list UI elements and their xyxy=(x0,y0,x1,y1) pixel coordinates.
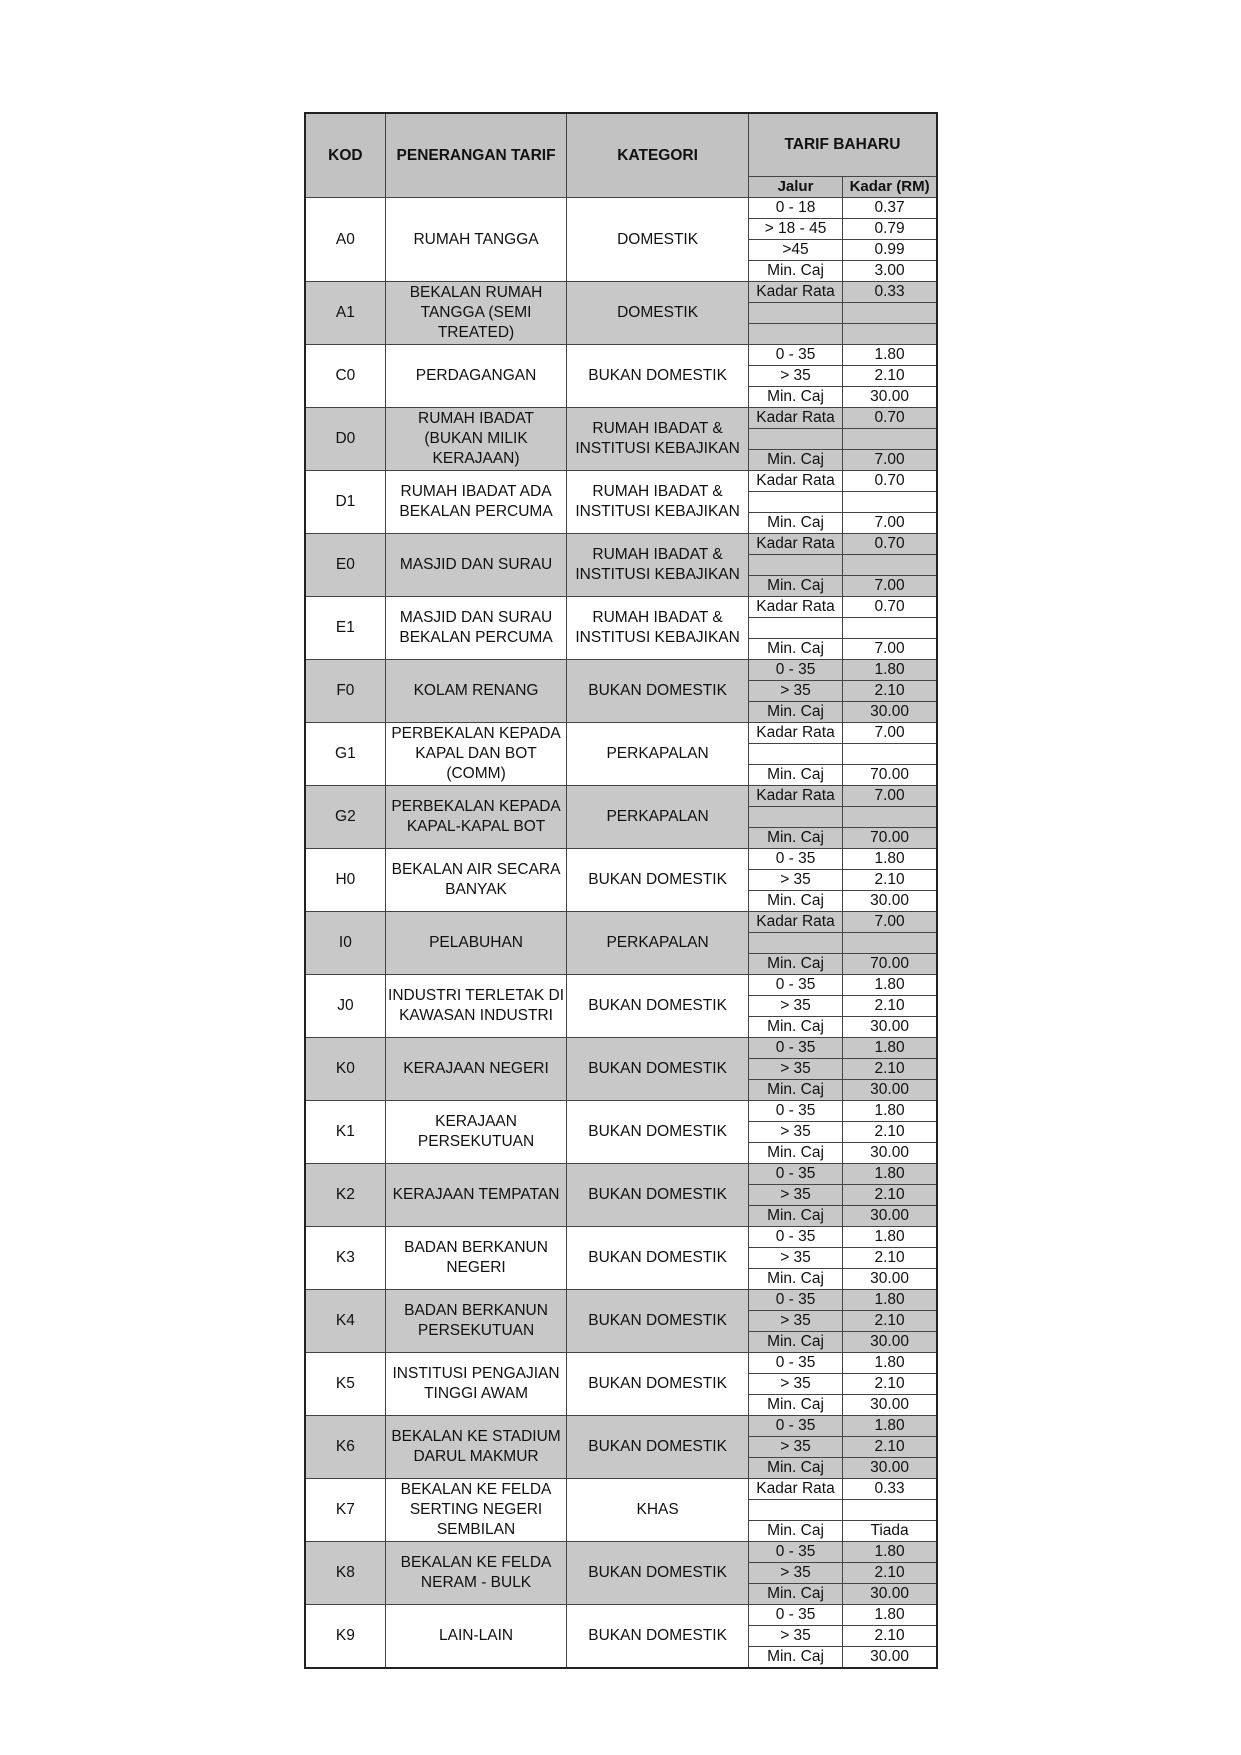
kadar-cell: 7.00 xyxy=(843,639,937,660)
kod-cell: E0 xyxy=(305,534,385,597)
penerangan-cell: INDUSTRI TERLETAK DI KAWASAN INDUSTRI xyxy=(385,975,567,1038)
kategori-cell: BUKAN DOMESTIK xyxy=(567,660,749,723)
table-row xyxy=(305,1038,937,1059)
jalur-cell: 0 - 35 xyxy=(748,345,842,366)
table-row xyxy=(305,534,937,555)
jalur-cell: Kadar Rata xyxy=(748,912,842,933)
kadar-cell: 30.00 xyxy=(843,1332,937,1353)
table-row xyxy=(305,408,937,429)
jalur-cell: 0 - 35 xyxy=(748,660,842,681)
kadar-cell: 1.80 xyxy=(843,1101,937,1122)
jalur-cell: Min. Caj xyxy=(748,702,842,723)
kadar-cell xyxy=(843,492,937,513)
jalur-cell: Min. Caj xyxy=(748,639,842,660)
kadar-cell xyxy=(843,555,937,576)
kadar-cell: 2.10 xyxy=(843,1437,937,1458)
jalur-cell: 0 - 35 xyxy=(748,1101,842,1122)
jalur-cell: Kadar Rata xyxy=(748,282,842,303)
penerangan-cell: BEKALAN KE FELDA NERAM - BULK xyxy=(385,1542,567,1605)
jalur-cell: Kadar Rata xyxy=(748,534,842,555)
kadar-cell: 30.00 xyxy=(843,1143,937,1164)
kadar-cell: 1.80 xyxy=(843,1164,937,1185)
penerangan-cell: RUMAH TANGGA xyxy=(385,198,567,282)
table-row xyxy=(305,1479,937,1500)
kod-cell: K9 xyxy=(305,1605,385,1669)
kadar-cell: 30.00 xyxy=(843,1017,937,1038)
kadar-cell: 1.80 xyxy=(843,1353,937,1374)
tariff-group xyxy=(305,1479,937,1542)
kadar-cell: 2.10 xyxy=(843,870,937,891)
jalur-cell: 0 - 35 xyxy=(748,1605,842,1626)
kadar-cell: 30.00 xyxy=(843,1080,937,1101)
jalur-cell: Min. Caj xyxy=(748,1647,842,1669)
jalur-cell: > 18 - 45 xyxy=(748,219,842,240)
kadar-cell: 30.00 xyxy=(843,1584,937,1605)
jalur-cell: > 35 xyxy=(748,1311,842,1332)
tariff-group xyxy=(305,1038,937,1101)
kod-cell: K6 xyxy=(305,1416,385,1479)
kadar-cell: 0.70 xyxy=(843,534,937,555)
kadar-cell: 70.00 xyxy=(843,765,937,786)
jalur-cell xyxy=(748,429,842,450)
table-row xyxy=(305,1164,937,1185)
jalur-cell xyxy=(748,744,842,765)
kategori-cell: BUKAN DOMESTIK xyxy=(567,1353,749,1416)
tariff-group xyxy=(305,1101,937,1164)
kod-cell: K1 xyxy=(305,1101,385,1164)
table-row xyxy=(305,282,937,303)
jalur-cell: 0 - 35 xyxy=(748,1416,842,1437)
tariff-table xyxy=(304,112,938,1669)
table-row xyxy=(305,198,937,219)
kategori-cell: PERKAPALAN xyxy=(567,912,749,975)
penerangan-cell: KERAJAAN TEMPATAN xyxy=(385,1164,567,1227)
jalur-cell: Kadar Rata xyxy=(748,786,842,807)
kategori-cell: KHAS xyxy=(567,1479,749,1542)
kadar-cell: 7.00 xyxy=(843,576,937,597)
kategori-cell: BUKAN DOMESTIK xyxy=(567,1416,749,1479)
tariff-group xyxy=(305,597,937,660)
kadar-cell: 2.10 xyxy=(843,1374,937,1395)
kadar-cell: 7.00 xyxy=(843,513,937,534)
tariff-group xyxy=(305,786,937,849)
penerangan-cell: PELABUHAN xyxy=(385,912,567,975)
jalur-cell: Min. Caj xyxy=(748,450,842,471)
jalur-cell: 0 - 35 xyxy=(748,975,842,996)
jalur-cell: 0 - 35 xyxy=(748,1038,842,1059)
jalur-cell: Min. Caj xyxy=(748,261,842,282)
jalur-cell: Min. Caj xyxy=(748,1017,842,1038)
jalur-cell: Min. Caj xyxy=(748,1332,842,1353)
penerangan-cell: LAIN-LAIN xyxy=(385,1605,567,1669)
kadar-cell: 30.00 xyxy=(843,1647,937,1669)
kadar-cell: 2.10 xyxy=(843,1059,937,1080)
jalur-cell: > 35 xyxy=(748,1122,842,1143)
jalur-cell: Min. Caj xyxy=(748,1584,842,1605)
header-kadar: Kadar (RM) xyxy=(843,177,937,198)
kategori-cell: RUMAH IBADAT & INSTITUSI KEBAJIKAN xyxy=(567,408,749,471)
kadar-cell: 2.10 xyxy=(843,1311,937,1332)
jalur-cell: 0 - 35 xyxy=(748,1164,842,1185)
jalur-cell: 0 - 35 xyxy=(748,1542,842,1563)
penerangan-cell: PERDAGANGAN xyxy=(385,345,567,408)
kadar-cell: 0.70 xyxy=(843,471,937,492)
kategori-cell: BUKAN DOMESTIK xyxy=(567,1605,749,1669)
kod-cell: K8 xyxy=(305,1542,385,1605)
header-penerangan-tarif: PENERANGAN TARIF xyxy=(385,113,567,198)
kadar-cell: 2.10 xyxy=(843,1626,937,1647)
kadar-cell: 1.80 xyxy=(843,1416,937,1437)
jalur-cell: 0 - 35 xyxy=(748,1290,842,1311)
jalur-cell xyxy=(748,492,842,513)
tariff-group xyxy=(305,849,937,912)
penerangan-cell: BEKALAN RUMAH TANGGA (SEMI TREATED) xyxy=(385,282,567,345)
jalur-cell xyxy=(748,933,842,954)
kod-cell: D0 xyxy=(305,408,385,471)
table-header xyxy=(305,113,937,198)
jalur-cell: > 35 xyxy=(748,1185,842,1206)
kod-cell: F0 xyxy=(305,660,385,723)
kategori-cell: PERKAPALAN xyxy=(567,723,749,786)
penerangan-cell: KERAJAAN PERSEKUTUAN xyxy=(385,1101,567,1164)
tariff-group xyxy=(305,534,937,597)
kadar-cell: 70.00 xyxy=(843,954,937,975)
kadar-cell xyxy=(843,933,937,954)
table-row xyxy=(305,1101,937,1122)
kadar-cell: 0.99 xyxy=(843,240,937,261)
jalur-cell: >45 xyxy=(748,240,842,261)
jalur-cell: Min. Caj xyxy=(748,576,842,597)
kadar-cell: 2.10 xyxy=(843,1185,937,1206)
kod-cell: E1 xyxy=(305,597,385,660)
kategori-cell: RUMAH IBADAT & INSTITUSI KEBAJIKAN xyxy=(567,597,749,660)
kadar-cell: 7.00 xyxy=(843,786,937,807)
kategori-cell: BUKAN DOMESTIK xyxy=(567,1038,749,1101)
kod-cell: A1 xyxy=(305,282,385,345)
kod-cell: K3 xyxy=(305,1227,385,1290)
kod-cell: K5 xyxy=(305,1353,385,1416)
kadar-cell: 7.00 xyxy=(843,912,937,933)
header-kod: KOD xyxy=(305,113,385,198)
table-row xyxy=(305,1227,937,1248)
table-row xyxy=(305,975,937,996)
jalur-cell: Min. Caj xyxy=(748,954,842,975)
table-row xyxy=(305,471,937,492)
tariff-group xyxy=(305,1416,937,1479)
tariff-group xyxy=(305,471,937,534)
kadar-cell: 7.00 xyxy=(843,723,937,744)
penerangan-cell: RUMAH IBADAT (BUKAN MILIK KERAJAAN) xyxy=(385,408,567,471)
kadar-cell xyxy=(843,429,937,450)
table-row xyxy=(305,786,937,807)
kadar-cell: 1.80 xyxy=(843,1542,937,1563)
jalur-cell: > 35 xyxy=(748,1626,842,1647)
kategori-cell: BUKAN DOMESTIK xyxy=(567,1101,749,1164)
tariff-group xyxy=(305,660,937,723)
kategori-cell: RUMAH IBADAT & INSTITUSI KEBAJIKAN xyxy=(567,471,749,534)
tariff-group xyxy=(305,408,937,471)
kadar-cell: 30.00 xyxy=(843,1458,937,1479)
jalur-cell: > 35 xyxy=(748,1563,842,1584)
kategori-cell: BUKAN DOMESTIK xyxy=(567,345,749,408)
penerangan-cell: BEKALAN AIR SECARA BANYAK xyxy=(385,849,567,912)
kod-cell: D1 xyxy=(305,471,385,534)
table-row xyxy=(305,849,937,870)
kod-cell: G2 xyxy=(305,786,385,849)
kategori-cell: BUKAN DOMESTIK xyxy=(567,975,749,1038)
jalur-cell: Min. Caj xyxy=(748,765,842,786)
table-row xyxy=(305,1353,937,1374)
kategori-cell: BUKAN DOMESTIK xyxy=(567,1290,749,1353)
kadar-cell: 0.79 xyxy=(843,219,937,240)
penerangan-cell: RUMAH IBADAT ADA BEKALAN PERCUMA xyxy=(385,471,567,534)
jalur-cell: Min. Caj xyxy=(748,1206,842,1227)
jalur-cell: > 35 xyxy=(748,996,842,1017)
jalur-cell xyxy=(748,555,842,576)
jalur-cell: Min. Caj xyxy=(748,891,842,912)
kategori-cell: BUKAN DOMESTIK xyxy=(567,849,749,912)
kadar-cell: 1.80 xyxy=(843,975,937,996)
penerangan-cell: BEKALAN KE STADIUM DARUL MAKMUR xyxy=(385,1416,567,1479)
kadar-cell: 3.00 xyxy=(843,261,937,282)
kod-cell: K2 xyxy=(305,1164,385,1227)
jalur-cell: Min. Caj xyxy=(748,1080,842,1101)
penerangan-cell: KERAJAAN NEGERI xyxy=(385,1038,567,1101)
kadar-cell: Tiada xyxy=(843,1521,937,1542)
jalur-cell xyxy=(748,324,842,345)
table-row xyxy=(305,597,937,618)
kod-cell: I0 xyxy=(305,912,385,975)
kadar-cell xyxy=(843,618,937,639)
kod-cell: K0 xyxy=(305,1038,385,1101)
tariff-group xyxy=(305,282,937,345)
kod-cell: K7 xyxy=(305,1479,385,1542)
kadar-cell xyxy=(843,1500,937,1521)
tariff-group xyxy=(305,345,937,408)
kod-cell: H0 xyxy=(305,849,385,912)
table-row xyxy=(305,345,937,366)
table-row xyxy=(305,1605,937,1626)
tariff-group xyxy=(305,912,937,975)
jalur-cell xyxy=(748,618,842,639)
penerangan-cell: PERBEKALAN KEPADA KAPAL-KAPAL BOT xyxy=(385,786,567,849)
kod-cell: C0 xyxy=(305,345,385,408)
tariff-group xyxy=(305,1542,937,1605)
jalur-cell: 0 - 35 xyxy=(748,1227,842,1248)
kadar-cell: 30.00 xyxy=(843,702,937,723)
jalur-cell: Min. Caj xyxy=(748,1143,842,1164)
table-row xyxy=(305,912,937,933)
kadar-cell: 1.80 xyxy=(843,1038,937,1059)
penerangan-cell: BEKALAN KE FELDA SERTING NEGERI SEMBILAN xyxy=(385,1479,567,1542)
jalur-cell: > 35 xyxy=(748,681,842,702)
kadar-cell: 1.80 xyxy=(843,660,937,681)
tariff-group xyxy=(305,1227,937,1290)
header-jalur: Jalur xyxy=(748,177,842,198)
penerangan-cell: BADAN BERKANUN PERSEKUTUAN xyxy=(385,1290,567,1353)
kadar-cell: 2.10 xyxy=(843,366,937,387)
kadar-cell: 1.80 xyxy=(843,1605,937,1626)
jalur-cell: > 35 xyxy=(748,1437,842,1458)
kadar-cell: 70.00 xyxy=(843,828,937,849)
jalur-cell: 0 - 35 xyxy=(748,849,842,870)
jalur-cell: Min. Caj xyxy=(748,828,842,849)
kadar-cell: 1.80 xyxy=(843,1290,937,1311)
kadar-cell xyxy=(843,807,937,828)
kadar-cell xyxy=(843,744,937,765)
kadar-cell: 2.10 xyxy=(843,681,937,702)
kadar-cell: 2.10 xyxy=(843,1248,937,1269)
jalur-cell: Kadar Rata xyxy=(748,471,842,492)
jalur-cell: > 35 xyxy=(748,366,842,387)
tariff-group xyxy=(305,1290,937,1353)
jalur-cell: Kadar Rata xyxy=(748,723,842,744)
table-row xyxy=(305,723,937,744)
kadar-cell: 30.00 xyxy=(843,387,937,408)
kategori-cell: DOMESTIK xyxy=(567,198,749,282)
kadar-cell: 0.37 xyxy=(843,198,937,219)
kadar-cell: 30.00 xyxy=(843,1395,937,1416)
jalur-cell: Min. Caj xyxy=(748,1458,842,1479)
jalur-cell: Min. Caj xyxy=(748,513,842,534)
kod-cell: J0 xyxy=(305,975,385,1038)
kadar-cell: 7.00 xyxy=(843,450,937,471)
kadar-cell: 0.33 xyxy=(843,1479,937,1500)
kategori-cell: DOMESTIK xyxy=(567,282,749,345)
jalur-cell: 0 - 35 xyxy=(748,1353,842,1374)
kadar-cell: 1.80 xyxy=(843,849,937,870)
penerangan-cell: MASJID DAN SURAU BEKALAN PERCUMA xyxy=(385,597,567,660)
kadar-cell xyxy=(843,303,937,324)
jalur-cell: Kadar Rata xyxy=(748,1479,842,1500)
tariff-group xyxy=(305,975,937,1038)
header-kategori: KATEGORI xyxy=(567,113,749,198)
kod-cell: A0 xyxy=(305,198,385,282)
kod-cell: G1 xyxy=(305,723,385,786)
table-row xyxy=(305,1542,937,1563)
tariff-group xyxy=(305,1353,937,1416)
jalur-cell xyxy=(748,303,842,324)
kadar-cell: 2.10 xyxy=(843,996,937,1017)
kadar-cell: 1.80 xyxy=(843,345,937,366)
kadar-cell: 30.00 xyxy=(843,1206,937,1227)
kod-cell: K4 xyxy=(305,1290,385,1353)
tariff-group xyxy=(305,198,937,282)
penerangan-cell: PERBEKALAN KEPADA KAPAL DAN BOT (COMM) xyxy=(385,723,567,786)
penerangan-cell: KOLAM RENANG xyxy=(385,660,567,723)
penerangan-cell: MASJID DAN SURAU xyxy=(385,534,567,597)
jalur-cell: 0 - 18 xyxy=(748,198,842,219)
tariff-group xyxy=(305,1164,937,1227)
kategori-cell: PERKAPALAN xyxy=(567,786,749,849)
kadar-cell: 30.00 xyxy=(843,1269,937,1290)
jalur-cell: > 35 xyxy=(748,1059,842,1080)
kadar-cell: 30.00 xyxy=(843,891,937,912)
penerangan-cell: BADAN BERKANUN NEGERI xyxy=(385,1227,567,1290)
kadar-cell: 2.10 xyxy=(843,1563,937,1584)
kategori-cell: RUMAH IBADAT & INSTITUSI KEBAJIKAN xyxy=(567,534,749,597)
kategori-cell: BUKAN DOMESTIK xyxy=(567,1227,749,1290)
jalur-cell: Min. Caj xyxy=(748,1521,842,1542)
jalur-cell: > 35 xyxy=(748,1374,842,1395)
jalur-cell: Min. Caj xyxy=(748,1269,842,1290)
kategori-cell: BUKAN DOMESTIK xyxy=(567,1542,749,1605)
tariff-group xyxy=(305,723,937,786)
kadar-cell: 0.33 xyxy=(843,282,937,303)
table-row xyxy=(305,660,937,681)
kategori-cell: BUKAN DOMESTIK xyxy=(567,1164,749,1227)
kadar-cell: 0.70 xyxy=(843,597,937,618)
kadar-cell: 1.80 xyxy=(843,1227,937,1248)
jalur-cell xyxy=(748,807,842,828)
kadar-cell xyxy=(843,324,937,345)
table-row xyxy=(305,1290,937,1311)
jalur-cell: > 35 xyxy=(748,1248,842,1269)
kadar-cell: 0.70 xyxy=(843,408,937,429)
jalur-cell: > 35 xyxy=(748,870,842,891)
penerangan-cell: INSTITUSI PENGAJIAN TINGGI AWAM xyxy=(385,1353,567,1416)
jalur-cell: Kadar Rata xyxy=(748,597,842,618)
header-tarif-baharu: TARIF BAHARU xyxy=(748,113,937,177)
jalur-cell xyxy=(748,1500,842,1521)
tariff-group xyxy=(305,1605,937,1669)
jalur-cell: Min. Caj xyxy=(748,387,842,408)
jalur-cell: Min. Caj xyxy=(748,1395,842,1416)
kadar-cell: 2.10 xyxy=(843,1122,937,1143)
jalur-cell: Kadar Rata xyxy=(748,408,842,429)
table-row xyxy=(305,1416,937,1437)
